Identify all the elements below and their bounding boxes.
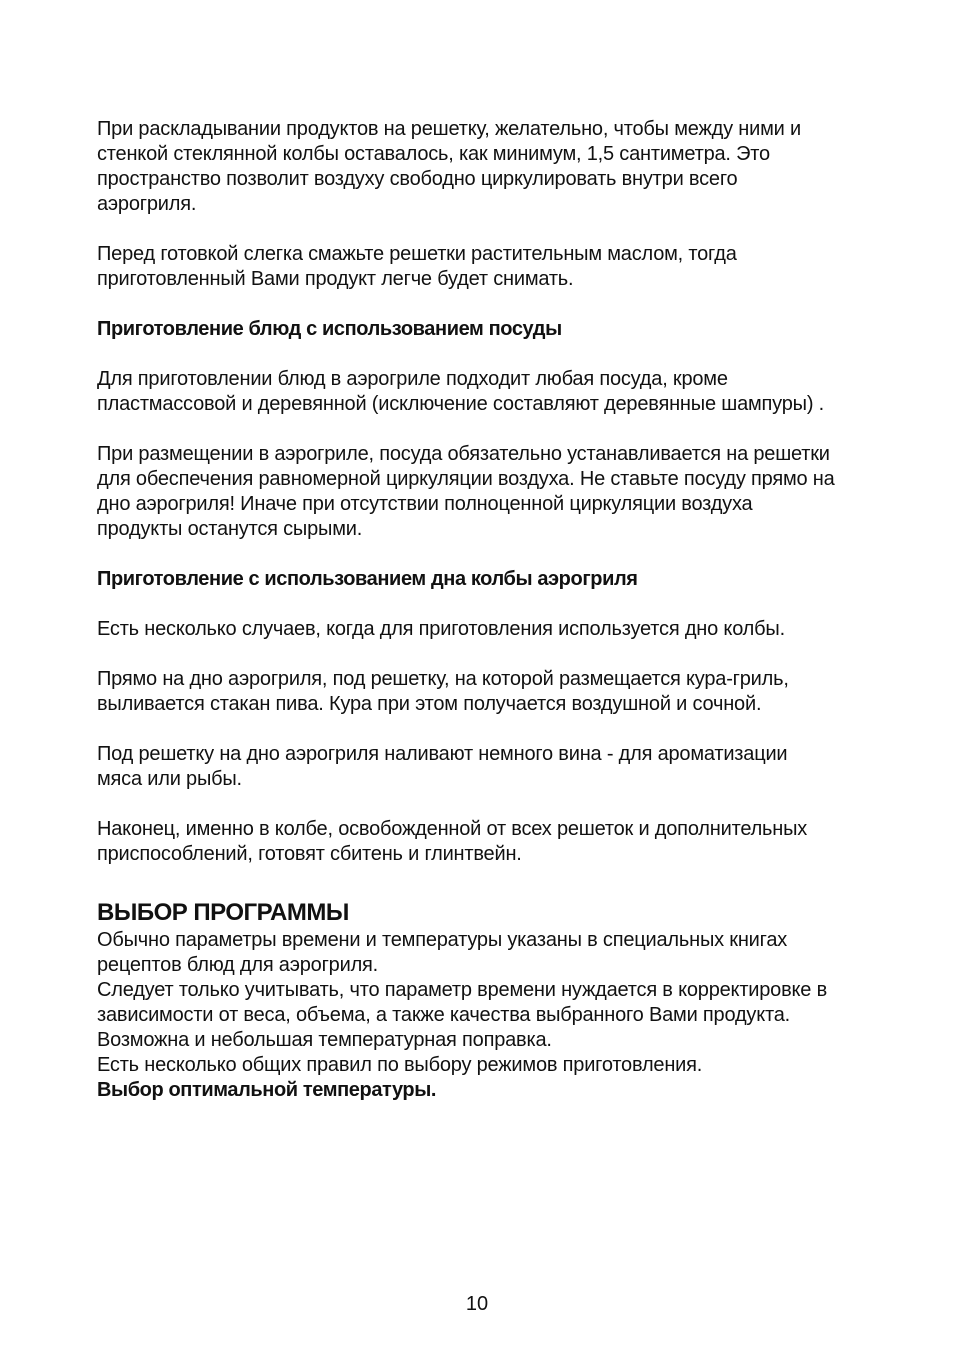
section-line-usual-parameters: Обычно параметры времени и температуры указаны в специальных книгах рецептов блюд для аэрогриля. (97, 929, 788, 976)
document-page (97, 117, 837, 1103)
page-number: 10 (465, 1293, 489, 1315)
paragraph-beer-chicken: Прямо на дно аэрогриля, под решетку, на которой размещается кура-гриль, выливается стакан пива. Кура при этом получается воздушной и сочной. (97, 668, 789, 715)
paragraph-cookware-placement: При размещении в аэрогриле, посуда обязательно устанавливается на решетки для обеспечения равномерной циркуляции воздуха. Не ставьте посуду прямо на дно аэрогриля! Иначе при отсутствии полноценной циркуляции воздуха продукты останутся сырыми. (97, 443, 835, 540)
paragraph-grease-grills: Перед готовкой слегка смажьте решетки растительным маслом, тогда приготовленный Вами продукт легче будет снимать. (97, 243, 737, 290)
paragraph-bottom-cases: Есть несколько случаев, когда для приготовления используется дно колбы. (97, 618, 785, 640)
section-line-optimal-temperature: Выбор оптимальной температуры. (97, 1079, 437, 1101)
section-line-time-adjustment: Следует только учитывать, что параметр времени нуждается в корректировке в зависимости от веса, объема, а также качества выбранного Вами продукта. (97, 979, 828, 1026)
section-line-temperature-correction: Возможна и небольшая температурная поправка. (97, 1029, 552, 1051)
section-title-program-selection: ВЫБОР ПРОГРАММЫ (97, 899, 349, 926)
paragraph-grill-placement: При раскладывании продуктов на решетку, желательно, чтобы между ними и стенкой стеклянной колбы оставалось, как минимум, 1,5 сантиметра. Это пространство позволит воздуху свободно циркулировать внутри всего аэрогриля. (97, 118, 801, 215)
paragraph-suitable-cookware: Для приготовлении блюд в аэрогриле подходит любая посуда, кроме пластмассовой и деревянной (исключение составляют деревянные шампуры) . (97, 368, 825, 415)
paragraph-wine: Под решетку на дно аэрогриля наливают немного вина - для ароматизации мяса или рыбы. (97, 743, 788, 790)
subheading-bowl-bottom: Приготовление с использованием дна колбы аэрогриля (97, 568, 638, 590)
paragraph-mulled-wine: Наконец, именно в колбе, освобожденной от всех решеток и дополнительных приспособлений, готовят сбитень и глинтвейн. (97, 818, 808, 865)
subheading-cookware: Приготовление блюд с использованием посуды (97, 318, 562, 340)
section-line-general-rules: Есть несколько общих правил по выбору режимов приготовления. (97, 1054, 703, 1076)
